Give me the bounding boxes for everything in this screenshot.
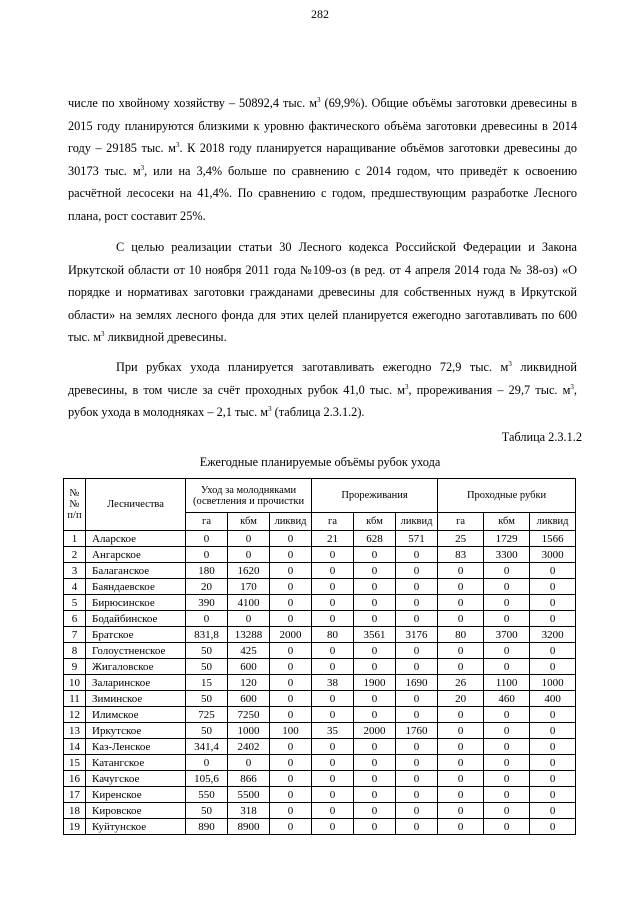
row-value-cell: 0 xyxy=(270,739,312,755)
paragraph-thinning-harvest: При рубках ухода планируется заготавливать ежегодно 72,9 тыс. $м^3$ ликвидной древесины, в том числе за счёт проходных рубок 41,0 тыс. $м^3$, прореживания – 29,7 тыс. $м^3$, рубок ухода в молодняках – 2,1 тыс. $м^3$ (таблица 2.3.1.2). xyxy=(68,359,577,420)
row-value-cell: 0 xyxy=(438,819,484,835)
row-number: 13 xyxy=(64,723,86,739)
row-number: 14 xyxy=(64,739,86,755)
row-value-cell: 0 xyxy=(396,563,438,579)
header-ga: га xyxy=(438,513,484,531)
row-number: 12 xyxy=(64,707,86,723)
row-value-cell: 0 xyxy=(438,755,484,771)
row-number: 5 xyxy=(64,595,86,611)
row-value-cell: 3300 xyxy=(484,547,530,563)
row-value-cell: 0 xyxy=(354,755,396,771)
row-number: 7 xyxy=(64,627,86,643)
row-value-cell: 0 xyxy=(270,547,312,563)
header-kbm: кбм xyxy=(228,513,270,531)
row-value-cell: 1000 xyxy=(228,723,270,739)
row-value-cell: 831,8 xyxy=(186,627,228,643)
row-forestry-name: Ангарское xyxy=(86,547,186,563)
row-value-cell: 550 xyxy=(186,787,228,803)
row-value-cell: 105,6 xyxy=(186,771,228,787)
row-value-cell: 0 xyxy=(396,579,438,595)
row-value-cell: 0 xyxy=(438,611,484,627)
row-value-cell: 0 xyxy=(312,771,354,787)
table-row xyxy=(64,803,576,819)
row-number: 18 xyxy=(64,803,86,819)
row-value-cell: 0 xyxy=(270,755,312,771)
header-young-stand-care: Уход за молодняками (осветления и прочистки xyxy=(186,479,312,513)
table-row xyxy=(64,643,576,659)
row-value-cell: 0 xyxy=(530,579,576,595)
table-row xyxy=(64,707,576,723)
row-value-cell: 0 xyxy=(270,643,312,659)
row-value-cell: 1729 xyxy=(484,531,530,547)
row-value-cell: 0 xyxy=(312,691,354,707)
row-forestry-name: Заларинское xyxy=(86,675,186,691)
table-row xyxy=(64,579,576,595)
row-value-cell: 0 xyxy=(396,595,438,611)
row-value-cell: 0 xyxy=(438,579,484,595)
row-value-cell: 0 xyxy=(312,755,354,771)
row-value-cell: 0 xyxy=(438,723,484,739)
row-value-cell: 0 xyxy=(484,803,530,819)
row-value-cell: 0 xyxy=(270,691,312,707)
row-value-cell: 318 xyxy=(228,803,270,819)
row-value-cell: 0 xyxy=(438,787,484,803)
table-row xyxy=(64,659,576,675)
row-value-cell: 50 xyxy=(186,659,228,675)
row-forestry-name: Баяндаевское xyxy=(86,579,186,595)
table-row xyxy=(64,723,576,739)
table-row xyxy=(64,547,576,563)
row-value-cell: 3176 xyxy=(396,627,438,643)
row-value-cell: 1900 xyxy=(354,675,396,691)
row-value-cell: 0 xyxy=(396,787,438,803)
row-value-cell: 866 xyxy=(228,771,270,787)
table-row xyxy=(64,819,576,835)
row-value-cell: 80 xyxy=(438,627,484,643)
row-value-cell: 0 xyxy=(484,707,530,723)
row-value-cell: 600 xyxy=(228,659,270,675)
row-value-cell: 600 xyxy=(228,691,270,707)
row-value-cell: 0 xyxy=(270,595,312,611)
row-value-cell: 0 xyxy=(438,659,484,675)
row-value-cell: 425 xyxy=(228,643,270,659)
row-forestry-name: Бирюсинское xyxy=(86,595,186,611)
row-value-cell: 50 xyxy=(186,803,228,819)
row-value-cell: 0 xyxy=(228,547,270,563)
row-value-cell: 0 xyxy=(270,659,312,675)
row-value-cell: 0 xyxy=(396,611,438,627)
row-value-cell: 0 xyxy=(396,739,438,755)
row-value-cell: 0 xyxy=(484,787,530,803)
row-value-cell: 0 xyxy=(312,707,354,723)
header-ga: га xyxy=(186,513,228,531)
row-value-cell: 0 xyxy=(530,707,576,723)
table-row xyxy=(64,563,576,579)
row-value-cell: 1000 xyxy=(530,675,576,691)
row-value-cell: 4100 xyxy=(228,595,270,611)
table-row xyxy=(64,691,576,707)
row-forestry-name: Жигаловское xyxy=(86,659,186,675)
row-forestry-name: Бодайбинское xyxy=(86,611,186,627)
row-value-cell: 0 xyxy=(438,643,484,659)
row-value-cell: 0 xyxy=(396,803,438,819)
header-kbm: кбм xyxy=(354,513,396,531)
row-forestry-name: Качугское xyxy=(86,771,186,787)
row-value-cell: 2402 xyxy=(228,739,270,755)
row-value-cell: 0 xyxy=(396,819,438,835)
row-value-cell: 0 xyxy=(312,563,354,579)
row-value-cell: 0 xyxy=(312,803,354,819)
row-value-cell: 2000 xyxy=(270,627,312,643)
row-value-cell: 0 xyxy=(438,771,484,787)
row-value-cell: 460 xyxy=(484,691,530,707)
row-value-cell: 0 xyxy=(484,771,530,787)
row-number: 4 xyxy=(64,579,86,595)
row-number: 9 xyxy=(64,659,86,675)
row-forestry-name: Зиминское xyxy=(86,691,186,707)
row-number: 6 xyxy=(64,611,86,627)
row-forestry-name: Каз-Ленское xyxy=(86,739,186,755)
row-value-cell: 0 xyxy=(312,611,354,627)
table-row xyxy=(64,611,576,627)
row-value-cell: 0 xyxy=(354,819,396,835)
row-forestry-name: Аларское xyxy=(86,531,186,547)
row-value-cell: 170 xyxy=(228,579,270,595)
row-value-cell: 0 xyxy=(396,707,438,723)
row-value-cell: 0 xyxy=(484,643,530,659)
page-number: 282 xyxy=(311,7,329,21)
row-value-cell: 0 xyxy=(354,643,396,659)
row-value-cell: 0 xyxy=(312,595,354,611)
row-value-cell: 0 xyxy=(530,611,576,627)
row-value-cell: 1566 xyxy=(530,531,576,547)
row-value-cell: 0 xyxy=(484,579,530,595)
row-value-cell: 180 xyxy=(186,563,228,579)
row-value-cell: 13288 xyxy=(228,627,270,643)
table-row xyxy=(64,595,576,611)
row-value-cell: 7250 xyxy=(228,707,270,723)
row-value-cell: 0 xyxy=(396,547,438,563)
row-value-cell: 0 xyxy=(530,595,576,611)
row-value-cell: 0 xyxy=(270,787,312,803)
row-value-cell: 0 xyxy=(228,755,270,771)
row-number: 11 xyxy=(64,691,86,707)
row-value-cell: 0 xyxy=(396,643,438,659)
row-value-cell: 341,4 xyxy=(186,739,228,755)
row-value-cell: 8900 xyxy=(228,819,270,835)
row-value-cell: 21 xyxy=(312,531,354,547)
row-value-cell: 50 xyxy=(186,643,228,659)
row-value-cell: 0 xyxy=(270,531,312,547)
row-value-cell: 83 xyxy=(438,547,484,563)
row-value-cell: 0 xyxy=(396,771,438,787)
row-forestry-name: Братское xyxy=(86,627,186,643)
table-row xyxy=(64,787,576,803)
row-value-cell: 0 xyxy=(270,803,312,819)
row-value-cell: 1760 xyxy=(396,723,438,739)
table-caption: Ежегодные планируемые объёмы рубок ухода xyxy=(199,455,441,469)
row-value-cell: 26 xyxy=(438,675,484,691)
header-thinning: Прореживания xyxy=(312,479,438,513)
row-value-cell: 0 xyxy=(438,803,484,819)
row-forestry-name: Катангское xyxy=(86,755,186,771)
table-row xyxy=(64,771,576,787)
row-value-cell: 0 xyxy=(484,819,530,835)
row-value-cell: 0 xyxy=(530,563,576,579)
row-value-cell: 0 xyxy=(396,755,438,771)
row-number: 2 xyxy=(64,547,86,563)
row-value-cell: 0 xyxy=(484,739,530,755)
header-num: №№ п/п xyxy=(64,479,86,531)
row-value-cell: 390 xyxy=(186,595,228,611)
paragraph-citizen-harvest: С целью реализации статьи 30 Лесного кодекса Российской Федерации и Закона Иркутской области от 10 ноября 2011 года №109-оз (в ред. от 4 апреля 2014 года № 38-оз) «О порядке и нормативах заготовки гражданами древесины для собственных нужд в Иркутской области» на землях лесного фонда для этих целей планируется ежегодно заготавливать по 600 тыс. $м^3$ ликвидной древесины. xyxy=(68,240,577,345)
row-forestry-name: Балаганское xyxy=(86,563,186,579)
row-value-cell: 20 xyxy=(186,579,228,595)
row-value-cell: 0 xyxy=(354,611,396,627)
row-value-cell: 0 xyxy=(186,755,228,771)
row-value-cell: 0 xyxy=(530,803,576,819)
row-value-cell: 0 xyxy=(228,611,270,627)
row-number: 10 xyxy=(64,675,86,691)
row-number: 19 xyxy=(64,819,86,835)
row-value-cell: 0 xyxy=(312,819,354,835)
row-value-cell: 120 xyxy=(228,675,270,691)
row-value-cell: 50 xyxy=(186,691,228,707)
header-passage-cutting: Проходные рубки xyxy=(438,479,576,513)
row-value-cell: 400 xyxy=(530,691,576,707)
row-value-cell: 0 xyxy=(530,643,576,659)
row-value-cell: 1100 xyxy=(484,675,530,691)
row-value-cell: 725 xyxy=(186,707,228,723)
row-value-cell: 0 xyxy=(484,723,530,739)
row-value-cell: 0 xyxy=(354,787,396,803)
row-number: 17 xyxy=(64,787,86,803)
row-value-cell: 80 xyxy=(312,627,354,643)
table-row xyxy=(64,627,576,643)
row-value-cell: 0 xyxy=(354,707,396,723)
row-value-cell: 0 xyxy=(270,707,312,723)
row-value-cell: 20 xyxy=(438,691,484,707)
row-value-cell: 0 xyxy=(438,707,484,723)
row-value-cell: 35 xyxy=(312,723,354,739)
row-value-cell: 3700 xyxy=(484,627,530,643)
row-value-cell: 0 xyxy=(312,643,354,659)
row-value-cell: 50 xyxy=(186,723,228,739)
row-value-cell: 0 xyxy=(484,755,530,771)
row-value-cell: 0 xyxy=(484,563,530,579)
row-value-cell: 0 xyxy=(354,691,396,707)
row-value-cell: 0 xyxy=(484,659,530,675)
row-value-cell: 0 xyxy=(312,579,354,595)
row-value-cell: 0 xyxy=(354,579,396,595)
row-value-cell: 0 xyxy=(270,563,312,579)
row-value-cell: 0 xyxy=(438,595,484,611)
row-value-cell: 0 xyxy=(438,563,484,579)
header-likvid: ликвид xyxy=(270,513,312,531)
row-value-cell: 628 xyxy=(354,531,396,547)
row-value-cell: 0 xyxy=(484,595,530,611)
row-value-cell: 0 xyxy=(270,611,312,627)
table-row xyxy=(64,531,576,547)
row-value-cell: 0 xyxy=(270,819,312,835)
row-value-cell: 0 xyxy=(354,547,396,563)
thinning-volumes-table xyxy=(63,478,576,835)
row-value-cell: 0 xyxy=(530,787,576,803)
row-forestry-name: Голоустненское xyxy=(86,643,186,659)
header-likvid: ликвид xyxy=(396,513,438,531)
row-value-cell: 0 xyxy=(270,579,312,595)
row-forestry-name: Иркутское xyxy=(86,723,186,739)
row-value-cell: 0 xyxy=(186,611,228,627)
row-value-cell: 0 xyxy=(270,771,312,787)
table-row xyxy=(64,755,576,771)
header-likvid: ликвид xyxy=(530,513,576,531)
row-forestry-name: Кировское xyxy=(86,803,186,819)
row-value-cell: 0 xyxy=(484,611,530,627)
row-number: 3 xyxy=(64,563,86,579)
row-number: 16 xyxy=(64,771,86,787)
row-value-cell: 890 xyxy=(186,819,228,835)
row-value-cell: 0 xyxy=(354,803,396,819)
row-number: 8 xyxy=(64,643,86,659)
row-value-cell: 1690 xyxy=(396,675,438,691)
row-forestry-name: Киренское xyxy=(86,787,186,803)
row-value-cell: 3561 xyxy=(354,627,396,643)
row-value-cell: 571 xyxy=(396,531,438,547)
row-value-cell: 38 xyxy=(312,675,354,691)
row-value-cell: 25 xyxy=(438,531,484,547)
row-value-cell: 0 xyxy=(312,787,354,803)
row-value-cell: 1620 xyxy=(228,563,270,579)
table-row xyxy=(64,675,576,691)
row-value-cell: 3200 xyxy=(530,627,576,643)
header-kbm: кбм xyxy=(484,513,530,531)
row-value-cell: 2000 xyxy=(354,723,396,739)
table-label: Таблица 2.3.1.2 xyxy=(501,430,582,444)
row-value-cell: 0 xyxy=(396,691,438,707)
row-value-cell: 0 xyxy=(312,659,354,675)
row-value-cell: 0 xyxy=(530,659,576,675)
row-value-cell: 0 xyxy=(530,771,576,787)
row-value-cell: 15 xyxy=(186,675,228,691)
header-forestry: Лесничества xyxy=(86,479,186,531)
row-value-cell: 0 xyxy=(354,563,396,579)
row-value-cell: 0 xyxy=(270,675,312,691)
row-value-cell: 0 xyxy=(530,739,576,755)
row-value-cell: 0 xyxy=(186,547,228,563)
row-value-cell: 0 xyxy=(312,547,354,563)
row-value-cell: 0 xyxy=(530,819,576,835)
row-number: 1 xyxy=(64,531,86,547)
row-forestry-name: Илимское xyxy=(86,707,186,723)
row-value-cell: 0 xyxy=(312,739,354,755)
row-value-cell: 0 xyxy=(530,755,576,771)
row-value-cell: 0 xyxy=(354,659,396,675)
row-value-cell: 0 xyxy=(396,659,438,675)
row-value-cell: 5500 xyxy=(228,787,270,803)
table-row xyxy=(64,739,576,755)
row-value-cell: 0 xyxy=(354,771,396,787)
row-value-cell: 0 xyxy=(530,723,576,739)
row-value-cell: 100 xyxy=(270,723,312,739)
row-value-cell: 3000 xyxy=(530,547,576,563)
row-value-cell: 0 xyxy=(186,531,228,547)
row-value-cell: 0 xyxy=(354,595,396,611)
paragraph-harvest-volumes: числе по хвойному хозяйству – 50892,4 тыс. $м^3$ (69,9%). Общие объёмы заготовки древесины в 2015 году планируются близкими к уровню фактического объёма заготовки древесины в 2014 году – 29185 тыс. $м^3$. К 2018 году планируется наращивание объёмов заготовки древесины до 30173 тыс. $м^3$, или на 3,4% больше по сравнению с 2014 годом, что приведёт к освоению расчётной лесосеки на 41,4%. По сравнению с годом, предшествующим разработке Лесного плана, рост составит 25%. xyxy=(68,95,578,223)
row-value-cell: 0 xyxy=(354,739,396,755)
row-forestry-name: Куйтунское xyxy=(86,819,186,835)
row-value-cell: 0 xyxy=(228,531,270,547)
header-ga: га xyxy=(312,513,354,531)
row-value-cell: 0 xyxy=(438,739,484,755)
row-number: 15 xyxy=(64,755,86,771)
